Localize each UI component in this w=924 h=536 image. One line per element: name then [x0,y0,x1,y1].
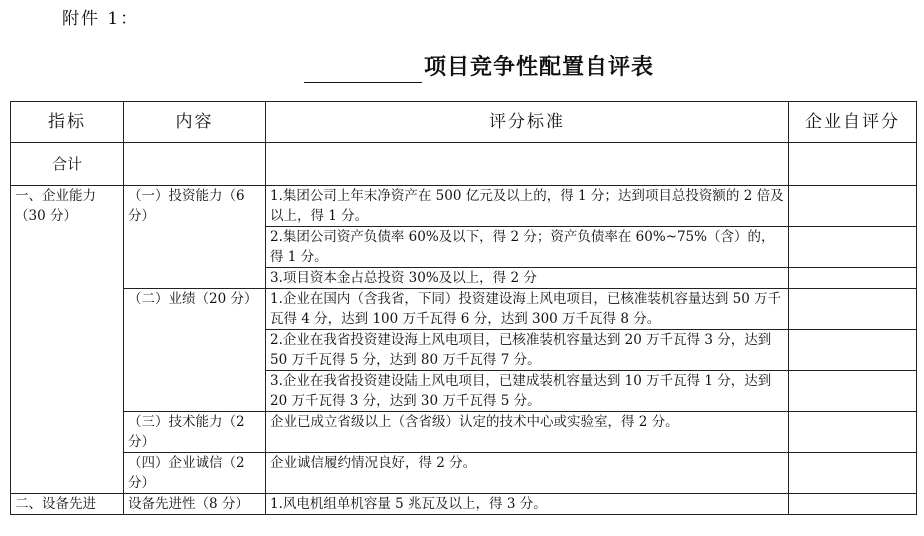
table-row [11,453,917,494]
total-content-cell [124,143,266,186]
table-row [11,494,917,515]
attachment-label: 附件 1： [62,9,140,29]
page-title: 项目竞争性配置自评表 [424,55,655,80]
indicator-enterprise-capability: 一、企业能力（30 分） [11,186,124,494]
table-row [11,412,917,453]
score-cell[interactable] [789,289,917,330]
header-row [11,102,917,143]
header-content: 内容 [124,102,266,143]
score-cell[interactable] [789,371,917,412]
table-row [11,289,917,330]
total-label: 合计 [11,143,124,186]
content-investment-capability: （一）投资能力（6 分） [124,186,266,289]
score-cell[interactable] [789,227,917,268]
header-self-score: 企业自评分 [789,102,917,143]
total-score-cell[interactable] [789,143,917,186]
table-row [11,186,917,227]
score-cell[interactable] [789,330,917,371]
header-criteria: 评分标准 [266,102,789,143]
self-evaluation-table [10,101,917,515]
criteria-cell: 1.集团公司上年末净资产在 500 亿元及以上的，得 1 分；达到项目总投资额的 2 倍及以上，得 1 分。 [266,186,789,227]
title-block [304,52,654,83]
content-technical-capability: （三）技术能力（2 分） [124,412,266,453]
score-cell[interactable] [789,186,917,227]
score-cell[interactable] [789,453,917,494]
criteria-cell: 2.企业在我省投资建设海上风电项目，已核准装机容量达到 20 万千瓦得 3 分，达到 50 万千瓦得 5 分，达到 80 万千瓦得 7 分。 [266,330,789,371]
total-row [11,143,917,186]
content-equipment-advancement: 设备先进性（8 分） [124,494,266,515]
criteria-cell: 3.企业在我省投资建设陆上风电项目，已建成装机容量达到 10 万千瓦得 1 分，达到 20 万千瓦得 3 分，达到 30 万千瓦得 5 分。 [266,371,789,412]
header-indicator: 指标 [11,102,124,143]
criteria-cell: 企业诚信履约情况良好，得 2 分。 [266,453,789,494]
criteria-cell: 3.项目资本金占总投资 30%及以上，得 2 分 [266,268,789,289]
score-cell[interactable] [789,412,917,453]
content-enterprise-integrity: （四）企业诚信（2 分） [124,453,266,494]
content-performance: （二）业绩（20 分） [124,289,266,412]
indicator-equipment-advancement: 二、设备先进 [11,494,124,515]
criteria-cell: 1.企业在国内（含我省，下同）投资建设海上风电项目，已核准装机容量达到 50 万千瓦得 4 分，达到 100 万千瓦得 6 分，达到 300 万千瓦得 8 分。 [266,289,789,330]
score-cell[interactable] [789,494,917,515]
criteria-cell: 2.集团公司资产负债率 60%及以下，得 2 分；资产负债率在 60%~75%（含）的，得 1 分。 [266,227,789,268]
criteria-cell: 企业已成立省级以上（含省级）认定的技术中心或实验室，得 2 分。 [266,412,789,453]
score-cell[interactable] [789,268,917,289]
criteria-cell: 1.风电机组单机容量 5 兆瓦及以上，得 3 分。 [266,494,789,515]
title-blank-line [304,52,422,83]
total-criteria-cell [266,143,789,186]
